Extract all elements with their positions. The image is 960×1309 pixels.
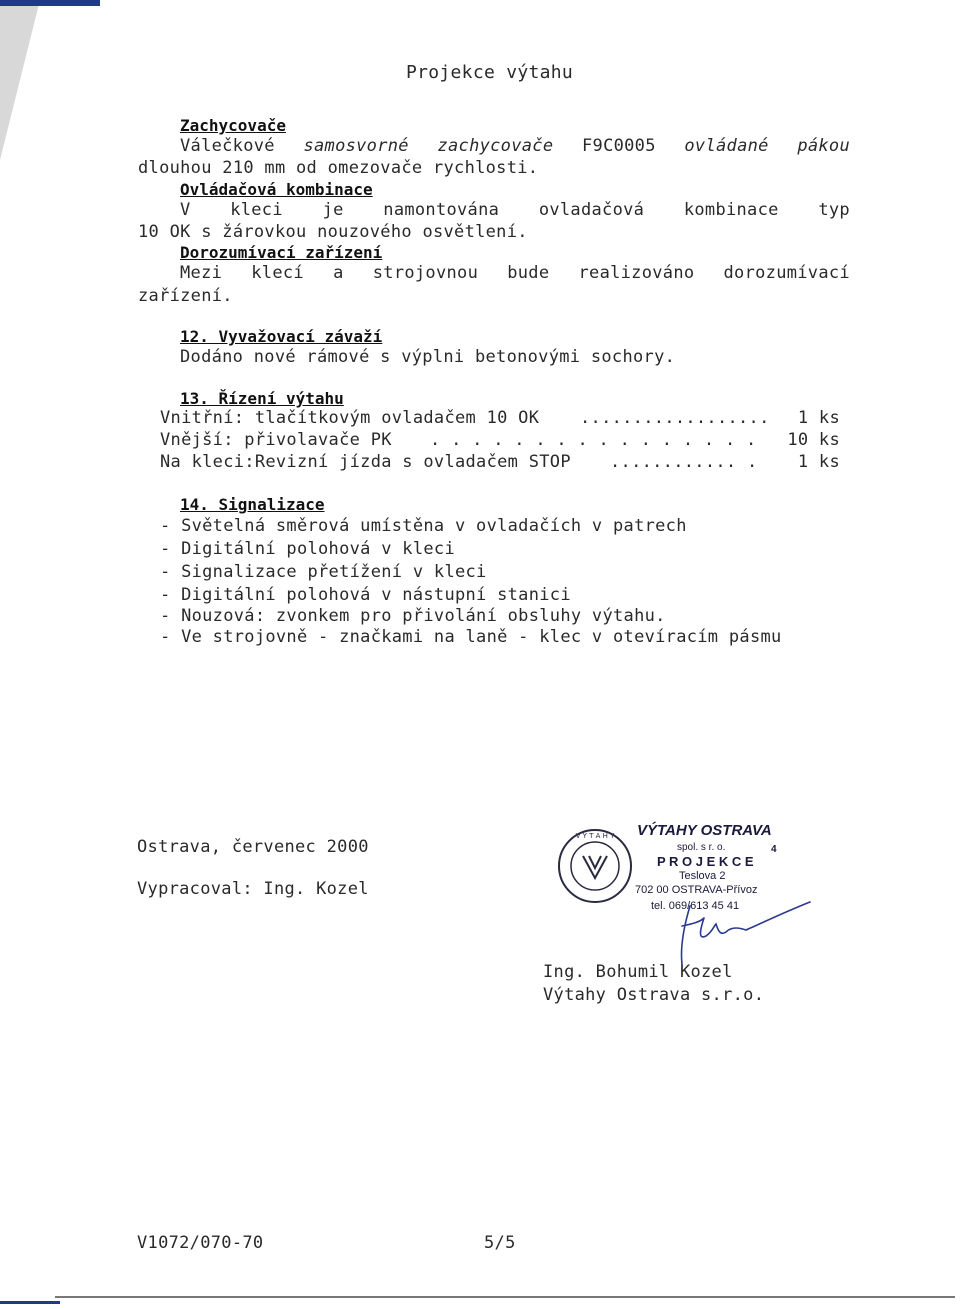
- word: strojovnou: [372, 263, 479, 283]
- word: ovladačová: [538, 200, 645, 220]
- zachycovace-line-2: dlouhou 210 mm od omezovače rychlosti.: [138, 158, 539, 178]
- rizeni-row-1: [160, 408, 840, 428]
- word: Válečkové: [180, 136, 275, 156]
- rizeni-row-label: Vnitřní: tlačítkovým ovladačem 10 OK: [160, 408, 540, 428]
- word: realizováno: [578, 263, 695, 283]
- word: ovládané: [684, 136, 769, 156]
- rizeni-row-3: [160, 452, 840, 472]
- stamp-city: 702 00 OSTRAVA-Přívoz: [635, 884, 758, 896]
- page-number: 5/5: [484, 1233, 516, 1253]
- scan-shadow-corner: [0, 0, 40, 160]
- word: F9C0005: [582, 136, 656, 156]
- word: typ: [818, 200, 850, 220]
- word: dorozumívací: [723, 263, 850, 283]
- signatory-company: Výtahy Ostrava s.r.o.: [543, 985, 765, 1005]
- word: je: [322, 200, 344, 220]
- signatory-name: Ing. Bohumil Kozel: [543, 962, 733, 982]
- word: Mezi: [180, 263, 223, 283]
- prepared-by: Vypracoval: Ing. Kozel: [137, 879, 369, 899]
- stamp-phone: tel. 069/613 45 41: [651, 900, 740, 912]
- word: zachycovače: [437, 136, 554, 156]
- signalizace-item: - Nouzová: zvonkem pro přivolání obsluhy výtahu.: [160, 606, 666, 626]
- rizeni-row-dots: ..................: [580, 408, 770, 428]
- word: klecí: [251, 263, 304, 283]
- word: kombinace: [683, 200, 779, 220]
- document-number: V1072/070-70: [137, 1233, 264, 1253]
- vyvazovaci-line-1: Dodáno nové rámové s výplni betonovými sochory.: [180, 347, 676, 367]
- ovladacova-line-2: 10 OK s žárovkou nouzového osvětlení.: [138, 222, 528, 242]
- rizeni-row-dots: . . . . . . . . . . . . . . . .: [430, 430, 757, 450]
- word: bude: [507, 263, 550, 283]
- stamp-dept: P R O J E K C E: [657, 854, 754, 869]
- rizeni-row-label: Na kleci:Revizní jízda s ovladačem STOP: [160, 452, 571, 472]
- rizeni-row-qty: 1 ks: [797, 452, 840, 472]
- zachycovace-line-1: [180, 136, 850, 156]
- rizeni-row-qty: 1 ks: [797, 408, 840, 428]
- rizeni-row-2: [160, 430, 840, 450]
- word: namontována: [383, 200, 500, 220]
- place-date: Ostrava, červenec 2000: [137, 837, 369, 857]
- word: a: [333, 263, 344, 283]
- stamp-number: 4: [771, 844, 777, 855]
- word: kleci: [230, 200, 283, 220]
- heading-rizeni-vytahu: 13. Řízení výtahu: [180, 389, 344, 408]
- stamp-company: VÝTAHY OSTRAVA: [637, 822, 772, 839]
- heading-vyvazovaci-zavazi: 12. Vyvažovací závaží: [180, 327, 383, 346]
- stamp-legal: spol. s r. o.: [677, 842, 726, 853]
- dorozumivaci-line-2: zařízení.: [138, 286, 233, 306]
- page-title: Projekce výtahu: [406, 62, 574, 83]
- stamp-logo-icon: [555, 826, 635, 906]
- rizeni-row-qty: 10 ks: [787, 430, 840, 450]
- scan-bottom-line: [55, 1296, 955, 1298]
- scan-edge-mark: [0, 0, 100, 6]
- heading-zachycovace: Zachycovače: [180, 116, 286, 135]
- ovladacova-line-1: [180, 200, 850, 220]
- heading-ovladacova-kombinace: Ovládačová kombinace: [180, 180, 373, 199]
- rizeni-row-label: Vnější: přivolavače PK: [160, 430, 392, 450]
- stamp-street: Teslova 2: [679, 870, 726, 882]
- word: samosvorné: [303, 136, 409, 156]
- signalizace-item: - Digitální polohová v nástupní stanici: [160, 585, 571, 605]
- word: V: [180, 200, 191, 220]
- word: pákou: [797, 136, 850, 156]
- rizeni-row-dots: ............ .: [610, 452, 758, 472]
- signalizace-item: - Digitální polohová v kleci: [160, 539, 455, 559]
- heading-signalizace: 14. Signalizace: [180, 495, 325, 514]
- heading-dorozumivaci-zarizeni: Dorozumívací zařízení: [180, 243, 383, 262]
- scan-edge-mark-bottom: [0, 1301, 60, 1304]
- signalizace-item: - Světelná směrová umístěna v ovladačích v patrech: [160, 516, 687, 536]
- svg-text:V Ý T A H Y: V Ý T A H Y: [575, 832, 615, 840]
- signalizace-item: - Signalizace přetížení v kleci: [160, 562, 487, 582]
- signalizace-item: - Ve strojovně - značkami na laně - klec v otevíracím pásmu: [160, 627, 782, 647]
- signature: [670, 896, 830, 966]
- dorozumivaci-line-1: [180, 263, 850, 283]
